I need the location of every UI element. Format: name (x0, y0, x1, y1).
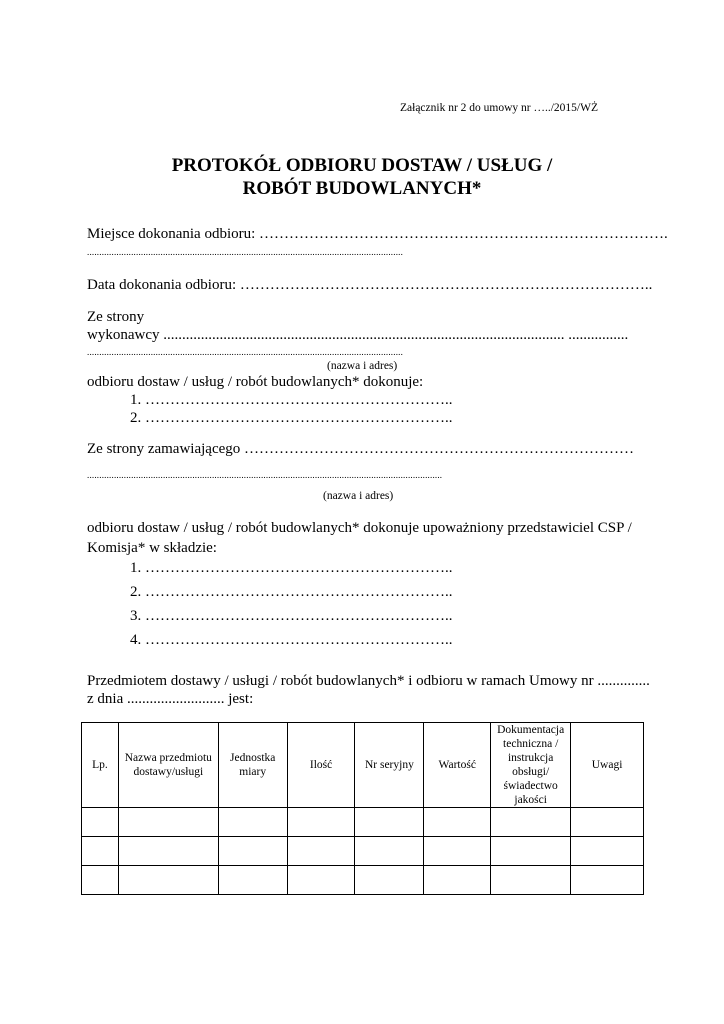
table-cell[interactable] (491, 837, 571, 866)
orderer-continuation: ................................................................................................................................................. (87, 470, 443, 480)
document-title-line2: ROBÓT BUDOWLANYCH* (242, 178, 482, 199)
table-cell[interactable] (218, 866, 287, 895)
contractor-caption: (nazwa i adres) (327, 360, 398, 372)
date-of-acceptance: Data dokonania odbioru: ……………………………………………………………………….. (87, 277, 653, 293)
table-cell[interactable] (118, 837, 218, 866)
commission-item-4: 4. …………………………………………………….. (130, 632, 453, 648)
header-value: Wartość (424, 723, 491, 808)
table-cell[interactable] (355, 837, 424, 866)
header-notes: Uwagi (571, 723, 644, 808)
contractor-item-2: 2. …………………………………………………….. (130, 410, 453, 426)
contractor-field: wykonawcy ........................................................................................................... ................ (87, 327, 629, 343)
table-cell[interactable] (424, 837, 491, 866)
table-cell[interactable] (287, 808, 355, 837)
table-cell[interactable] (287, 837, 355, 866)
table-cell[interactable] (491, 808, 571, 837)
table-row (82, 808, 644, 837)
commission-item-1: 1. …………………………………………………….. (130, 560, 453, 576)
table-row (82, 866, 644, 895)
contractor-label: Ze strony (87, 309, 145, 325)
orderer-field: Ze strony zamawiającego …………………………………………………………………… (87, 441, 635, 457)
table-cell[interactable] (82, 808, 119, 837)
table-cell[interactable] (424, 866, 491, 895)
commission-item-3: 3. …………………………………………………….. (130, 608, 453, 624)
table-cell[interactable] (118, 808, 218, 837)
place-of-acceptance: Miejsce dokonania odbioru: ………………………………………………………………………. (87, 226, 668, 242)
table-cell[interactable] (355, 808, 424, 837)
table-cell[interactable] (218, 808, 287, 837)
header-serial-number: Nr seryjny (355, 723, 424, 808)
commission-text-line1: odbioru dostaw / usług / robót budowlanych* dokonuje upoważniony przedstawiciel CSP / (87, 520, 632, 536)
commission-item-2: 2. …………………………………………………….. (130, 584, 453, 600)
contractor-continuation: ................................................................................................................................. (87, 347, 404, 357)
orderer-caption: (nazwa i adres) (323, 490, 394, 502)
document-title-line1: PROTOKÓŁ ODBIORU DOSTAW / USŁUG / (171, 155, 553, 176)
contractor-item-1: 1. …………………………………………………….. (130, 392, 453, 408)
table-cell[interactable] (491, 866, 571, 895)
table-cell[interactable] (571, 808, 644, 837)
commission-text-line2: Komisja* w składzie: (87, 540, 217, 556)
header-quantity: Ilość (287, 723, 355, 808)
annex-reference: Załącznik nr 2 do umowy nr …../2015/WŻ (400, 102, 599, 114)
items-table (81, 722, 644, 895)
subject-line1: Przedmiotem dostawy / usługi / robót budowlanych* i odbioru w ramach Umowy nr .............. (87, 673, 650, 689)
table-cell[interactable] (571, 866, 644, 895)
table-cell[interactable] (424, 808, 491, 837)
header-documentation: Dokumentacja techniczna / instrukcja obsługi/ świadectwo jakości (491, 723, 571, 808)
header-lp: Lp. (82, 723, 119, 808)
contractor-acceptance-text: odbioru dostaw / usług / robót budowlanych* dokonuje: (87, 374, 424, 390)
table-cell[interactable] (82, 866, 119, 895)
table-header-row (82, 723, 644, 808)
table-cell[interactable] (218, 837, 287, 866)
place-of-acceptance-continuation: ................................................................................................................................. (87, 247, 404, 257)
table-cell[interactable] (82, 837, 119, 866)
table-row (82, 837, 644, 866)
header-item-name: Nazwa przedmiotu dostawy/usługi (118, 723, 218, 808)
table-cell[interactable] (287, 866, 355, 895)
subject-line2: z dnia .......................... jest: (87, 691, 254, 707)
table-cell[interactable] (571, 837, 644, 866)
table-cell[interactable] (118, 866, 218, 895)
header-unit: Jednostka miary (218, 723, 287, 808)
table-cell[interactable] (355, 866, 424, 895)
